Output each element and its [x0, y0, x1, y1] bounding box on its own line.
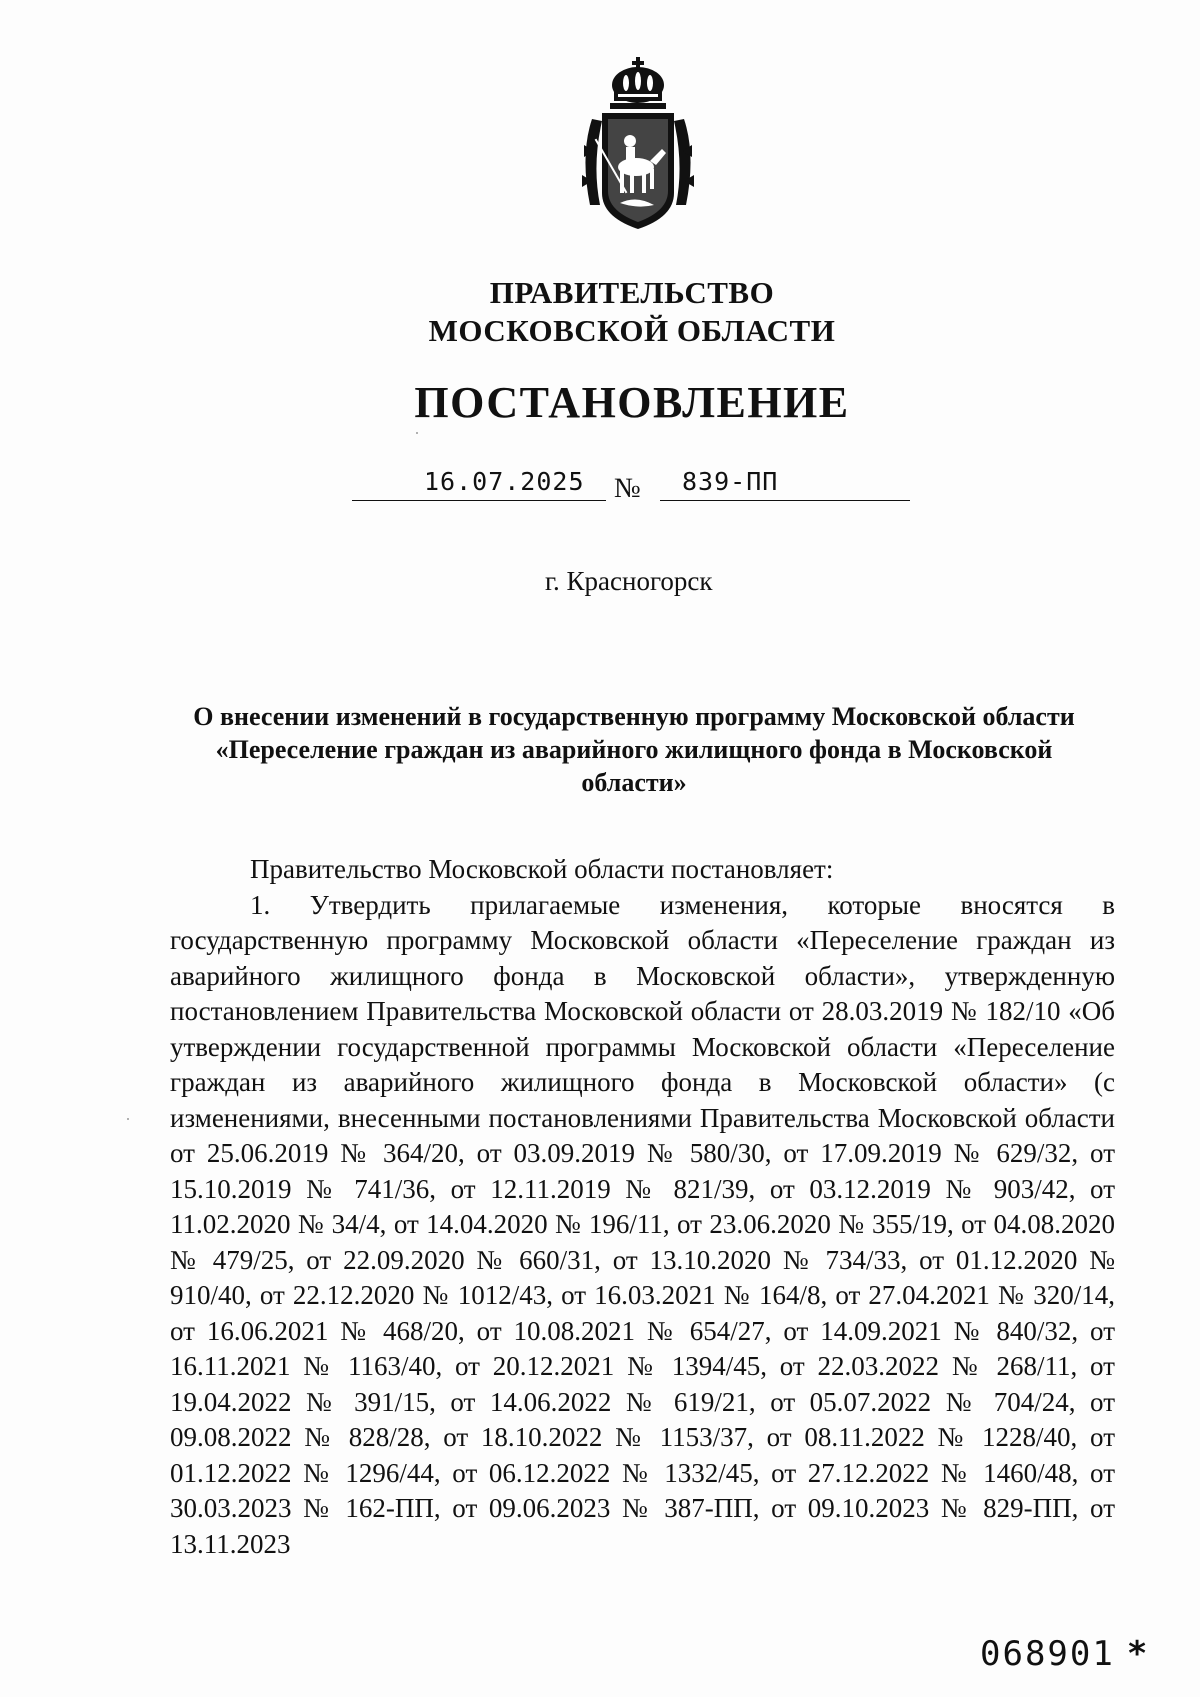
- body-intro: Правительство Московской области постановляет:: [250, 854, 834, 884]
- document-type-title: ПОСТАНОВЛЕНИЕ: [414, 378, 850, 427]
- document-body: [170, 852, 1115, 1562]
- document-date: 16.07.2025: [424, 467, 585, 496]
- serial-value: 068901: [980, 1634, 1115, 1674]
- date-number-line: [352, 465, 912, 505]
- number-underline: [660, 500, 910, 501]
- serial-star-mark: *: [1126, 1634, 1150, 1674]
- scan-speck: [127, 1118, 129, 1120]
- document-number: 839-ПП: [682, 467, 779, 496]
- city-name: г. Красногорск: [545, 566, 713, 596]
- scan-speck: [416, 432, 418, 434]
- date-underline: [352, 500, 606, 501]
- body-item-1: 1. Утвердить прилагаемые изменения, которые вносятся в государственную программу Московской области «Переселение граждан из аварийного жилищного фонда в Московской области», утвержденную постановлением Правительства Московской области от 28.03.2019 № 182/10 «Об утверждении государственной программы Московской области «Переселение граждан из аварийного жилищного фонда в Московской области» (с изменениями, внесенными постановлениями Правительства Московской области от 25.06.2019 № 364/20, от 03.09.2019 № 580/30, от 17.09.2019 № 629/32, от 15.10.2019 № 741/36, от 12.11.2019 № 821/39, от 03.12.2019 № 903/42, от 11.02.2020 № 34/4, от 14.04.2020 № 196/11, от 23.06.2020 № 355/19, от 04.08.2020 № 479/25, от 22.09.2020 № 660/31, от 13.10.2020 № 734/33, от 01.12.2020 № 910/40, от 22.12.2020 № 1012/43, от 16.03.2021 № 164/8, от 27.04.2021 № 320/14, от 16.06.2021 № 468/20, от 10.08.2021 № 654/27, от 14.09.2021 № 840/32, от 16.11.2021 № 1163/40, от 20.12.2021 № 1394/45, от 22.03.2022 № 268/11, от 19.04.2022 № 391/15, от 14.06.2022 № 619/21, от 05.07.2022 № 704/24, от 09.08.2022 № 828/28, от 18.10.2022 № 1153/37, от 08.11.2022 № 1228/40, от 01.12.2022 № 1296/44, от 06.12.2022 № 1332/45, от 27.12.2022 № 1460/48, от 30.03.2023 № 162-ПП, от 09.06.2023 № 387-ПП, от 09.10.2023 № 829-ПП, от 13.11.2023: [170, 889, 1115, 1559]
- government-title-line-1: ПРАВИТЕЛЬСТВО: [489, 275, 775, 310]
- number-sign: №: [614, 473, 641, 504]
- government-title-line-2: МОСКОВСКОЙ ОБЛАСТИ: [428, 313, 836, 348]
- serial-number: [980, 1634, 1149, 1674]
- document-subject: О внесении изменений в государственную программу Московской области «Переселение граждан из аварийного жилищного фонда в Московской области»: [193, 702, 1075, 797]
- coat-of-arms-icon: [570, 55, 706, 233]
